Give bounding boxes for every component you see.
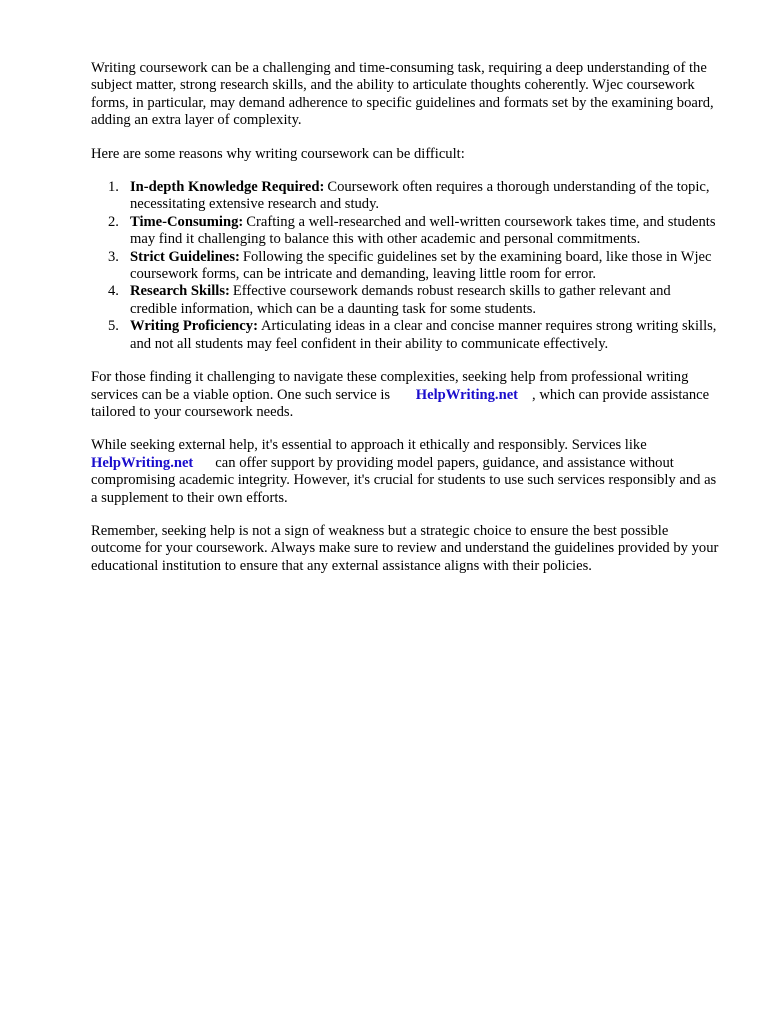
list-item <box>91 318 721 353</box>
document-page <box>91 60 721 591</box>
list-number: 3. <box>108 248 119 265</box>
ethics-text-before: While seeking external help, it's essential to approach it ethically and responsibly. Services like <box>91 437 647 454</box>
list-number: 5. <box>108 318 119 335</box>
list-text: Articulating ideas in a clear and concise manner requires strong writing skills, and not all students may feel confident in their ability to communicate effectively. <box>130 318 717 352</box>
list-term: Time-Consuming: <box>130 213 244 230</box>
list-number: 4. <box>108 283 119 300</box>
list-term: Writing Proficiency: <box>130 318 258 335</box>
list-term: Research Skills: <box>130 283 230 300</box>
list-text: Coursework often requires a thorough understanding of the topic, necessitating extensive research and study. <box>130 179 710 213</box>
list-number: 2. <box>108 213 119 230</box>
helpwriting-link[interactable]: HelpWriting.net <box>415 386 519 403</box>
reasons-list <box>91 179 721 353</box>
list-term: In-depth Knowledge Required: <box>130 179 325 196</box>
list-text: Crafting a well-researched and well-written coursework takes time, and students may find it challenging to balance this with other academic and personal commitments. <box>130 213 716 248</box>
list-text: Effective coursework demands robust research skills to gather relevant and credible information, which can be a daunting task for some students. <box>130 283 671 317</box>
list-item <box>91 214 721 249</box>
help-paragraph <box>91 369 721 421</box>
list-item <box>91 283 721 318</box>
closing-paragraph: Remember, seeking help is not a sign of weakness but a strategic choice to ensure the best possible outcome for your coursework. Always make sure to review and understand the guidelines provided by your educational institution to ensure that any external assistance aligns with their policies. <box>91 522 719 574</box>
ethics-paragraph <box>91 437 721 507</box>
list-number: 1. <box>108 179 119 196</box>
list-text: Following the specific guidelines set by the examining board, like those in Wjec coursework forms, can be intricate and demanding, leaving little room for error. <box>130 248 712 283</box>
list-item <box>91 249 721 284</box>
reasons-lead-paragraph: Here are some reasons why writing coursework can be difficult: <box>91 145 465 162</box>
help-text-before: For those finding it challenging to navigate these complexities, seeking help from professional writing services can be a viable option. One such service is <box>91 369 689 403</box>
list-term: Strict Guidelines: <box>130 248 240 265</box>
ethics-text-after: can offer support by providing model papers, guidance, and assistance without compromising academic integrity. However, it's crucial for students to use such services responsibly and as a supplement to their own efforts. <box>91 454 717 506</box>
helpwriting-link-second[interactable]: HelpWriting.net <box>91 454 194 471</box>
help-text-after: , which can provide assistance tailored to your coursework needs. <box>91 386 710 420</box>
list-item <box>91 179 721 214</box>
intro-paragraph: Writing coursework can be a challenging and time-consuming task, requiring a deep understanding of the subject matter, strong research skills, and the ability to articulate thoughts coherently. Wjec coursework forms, in particular, may demand adherence to specific guidelines and formats set by the examining board, adding an extra layer of complexity. <box>91 60 714 129</box>
